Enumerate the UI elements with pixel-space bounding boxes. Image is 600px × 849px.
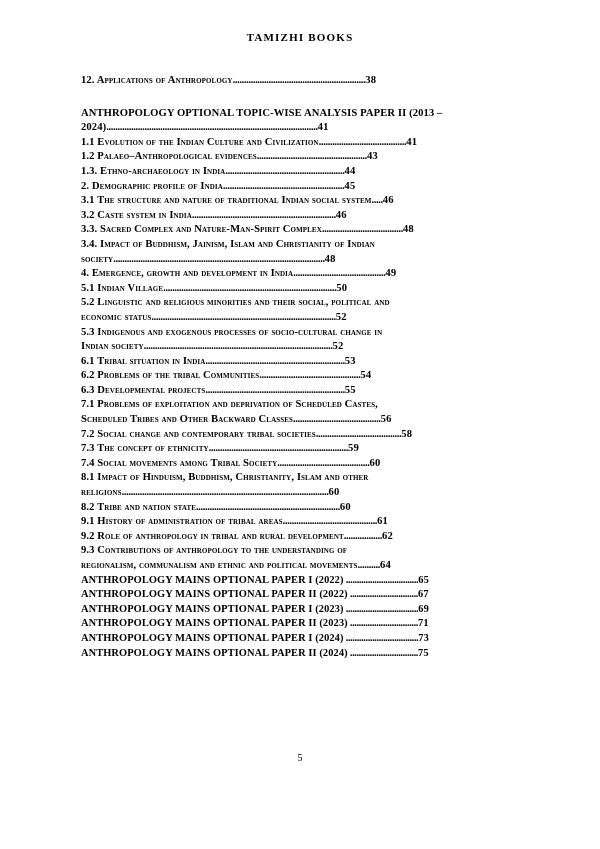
toc-leader-dots: ............................................................................. bbox=[163, 282, 337, 294]
toc-entry[interactable] bbox=[81, 267, 521, 282]
toc-leader-dots: ......................................... bbox=[277, 457, 370, 469]
toc-page-number: 75 bbox=[418, 647, 429, 659]
toc-entry[interactable] bbox=[81, 369, 521, 384]
toc-entry[interactable] bbox=[81, 574, 521, 589]
toc-leader-dots: ....................................... bbox=[292, 414, 381, 426]
toc-entry-label: religions bbox=[81, 487, 122, 499]
toc-entry-label: 8.1 Impact of Hinduism, Buddhism, Christianity, Islam and other bbox=[81, 472, 369, 484]
page-header bbox=[0, 0, 600, 44]
toc-entry[interactable] bbox=[81, 398, 521, 413]
toc-entry[interactable] bbox=[81, 647, 521, 662]
toc-leader-dots: ....................................... bbox=[318, 136, 407, 148]
toc-page-number: 44 bbox=[344, 165, 356, 177]
toc-entry[interactable] bbox=[81, 486, 521, 501]
toc-entry[interactable] bbox=[81, 340, 521, 355]
toc-leader-dots: ................................................. bbox=[256, 151, 367, 163]
toc-page-number: 48 bbox=[324, 253, 336, 265]
toc-page-number: 73 bbox=[418, 632, 430, 644]
toc-leader-dots: .............................................................. bbox=[205, 355, 345, 367]
toc-page-number: 45 bbox=[344, 180, 356, 192]
toc-entry-label: 5.1 Indian Village bbox=[81, 282, 164, 294]
toc-entry[interactable] bbox=[81, 471, 521, 486]
toc-page-number: 60 bbox=[369, 457, 381, 469]
toc-leader-dots: ............................................................................................ bbox=[121, 487, 329, 499]
toc-leader-dots: ..... bbox=[371, 195, 383, 207]
toc-entry[interactable] bbox=[81, 180, 521, 195]
toc-entry[interactable] bbox=[81, 515, 521, 530]
toc-page-number: 60 bbox=[328, 487, 340, 499]
toc-page-number: 60 bbox=[339, 501, 351, 513]
toc-page-number: 52 bbox=[335, 311, 347, 323]
toc-entry-label: 1.2 Palaeo–Anthropological evidences bbox=[81, 151, 257, 163]
toc-page-number: 54 bbox=[360, 370, 372, 382]
toc-section-title-line2[interactable] bbox=[81, 121, 521, 136]
section-spacer bbox=[81, 89, 521, 107]
toc-leader-dots: .............................................................. bbox=[205, 384, 345, 396]
toc-leader-dots: ................................. bbox=[343, 632, 419, 644]
toc-entry-label: 7.2 Social change and contemporary tribal societies bbox=[81, 428, 316, 440]
toc-page-number: 41 bbox=[317, 122, 329, 134]
toc-entry-label: 7.3 The concept of ethnicity bbox=[81, 443, 209, 455]
toc-entry[interactable] bbox=[81, 413, 521, 428]
page-footer bbox=[0, 753, 600, 764]
toc-entry[interactable] bbox=[81, 326, 521, 341]
toc-leader-dots: ..................................................... bbox=[225, 165, 345, 177]
toc-leader-dots: ........................................................... bbox=[232, 75, 366, 86]
toc-page-number: 58 bbox=[401, 428, 413, 440]
toc-entry-label: 8.2 Tribe and nation state bbox=[81, 501, 196, 513]
toc-page-number: 67 bbox=[418, 589, 429, 601]
toc-page-number: 56 bbox=[380, 414, 392, 426]
toc-entry-label: ANTHROPOLOGY MAINS OPTIONAL PAPER I (2022) bbox=[81, 574, 344, 586]
toc-entry-label: 1.3. Ethno-archaeology in India bbox=[81, 165, 226, 177]
toc-entry-label: economic status bbox=[81, 311, 152, 323]
toc-entry[interactable] bbox=[81, 296, 521, 311]
toc-page-number: 71 bbox=[418, 618, 429, 630]
toc-entry-label: 1.1 Evolution of the Indian Culture and Civilization bbox=[81, 136, 319, 148]
toc-page-number: 61 bbox=[377, 516, 389, 528]
toc-entry[interactable] bbox=[81, 603, 521, 618]
toc-page-number: 53 bbox=[344, 355, 356, 367]
toc-entry[interactable] bbox=[81, 384, 521, 399]
toc-entry[interactable] bbox=[81, 501, 521, 516]
toc-entry-label: 2. Demographic profile of India bbox=[81, 180, 223, 192]
toc-leader-dots: .......................................... bbox=[282, 516, 378, 528]
toc-entry-label: 5.3 Indigenous and exogenous processes of socio-cultural change in bbox=[81, 326, 383, 338]
toc-leader-dots: ................................. bbox=[343, 574, 419, 586]
toc-section-title-text: ANTHROPOLOGY OPTIONAL TOPIC-WISE ANALYSIS PAPER II (2013 – bbox=[81, 107, 443, 119]
toc-leader-dots: ............................................. bbox=[259, 370, 361, 382]
toc-leader-dots: .......... bbox=[357, 560, 380, 571]
toc-page-number: 52 bbox=[332, 341, 344, 353]
toc-entry-label: 12. Applications of Anthropology bbox=[81, 75, 233, 86]
toc-entry[interactable] bbox=[81, 282, 521, 297]
toc-entry-label: ANTHROPOLOGY MAINS OPTIONAL PAPER II (2022) bbox=[81, 589, 348, 601]
toc-entry-label: 9.3 Contributions of anthropology to the understanding of bbox=[81, 545, 348, 557]
toc-entry[interactable] bbox=[81, 355, 521, 370]
toc-page-number: 48 bbox=[402, 224, 414, 236]
toc-leader-dots: ............................... bbox=[347, 589, 418, 601]
toc-entry[interactable] bbox=[81, 632, 521, 647]
toc-page-number: 59 bbox=[348, 443, 360, 455]
toc-page-number: 43 bbox=[366, 151, 378, 163]
toc-page-number: 46 bbox=[382, 195, 394, 207]
toc-entry-applications[interactable] bbox=[81, 74, 521, 89]
toc-entry-label: Indian society bbox=[81, 341, 144, 353]
toc-entry-label: ANTHROPOLOGY MAINS OPTIONAL PAPER I (2023) bbox=[81, 603, 344, 615]
toc-entry[interactable] bbox=[81, 150, 521, 165]
toc-entry-label: ANTHROPOLOGY MAINS OPTIONAL PAPER II (2023) bbox=[81, 618, 348, 630]
toc-entry[interactable] bbox=[81, 194, 521, 209]
toc-entry-label: regionalism, communalism and ethnic and political movements bbox=[81, 560, 358, 571]
toc-entry-label: 6.2 Problems of the tribal Communities bbox=[81, 370, 260, 382]
toc-section-title-text-cont: 2024) bbox=[81, 122, 107, 134]
toc-page-number: 38 bbox=[365, 75, 377, 86]
toc-leader-dots: ................................................................ bbox=[191, 209, 336, 221]
toc-page-number: 41 bbox=[406, 136, 418, 148]
toc-leader-dots: ............................... bbox=[347, 618, 418, 630]
toc-entry-label: ANTHROPOLOGY MAINS OPTIONAL PAPER I (2024) bbox=[81, 632, 344, 644]
toc-entry-label: 9.2 Role of anthropology in tribal and rural development bbox=[81, 530, 344, 542]
toc-entry-label: Scheduled Tribes and Other Backward Classes bbox=[81, 414, 293, 426]
toc-entry[interactable] bbox=[81, 559, 521, 574]
toc-entry[interactable] bbox=[81, 238, 521, 253]
toc-entry-label: 9.1 History of administration of tribal areas bbox=[81, 516, 283, 528]
toc-page-number: 49 bbox=[385, 268, 397, 280]
toc-page-number: 55 bbox=[344, 384, 356, 396]
toc-leader-dots: ...................................................... bbox=[222, 180, 345, 192]
toc-page-number: 64 bbox=[379, 560, 391, 571]
toc-page-number: 62 bbox=[382, 530, 393, 542]
toc-entry[interactable] bbox=[81, 530, 521, 545]
toc-section-title-line1[interactable] bbox=[81, 107, 521, 122]
toc-entry-label: society bbox=[81, 253, 114, 265]
toc-leader-dots: ................................. bbox=[343, 603, 419, 615]
toc-page-number: 46 bbox=[335, 209, 347, 221]
toc-leader-dots: .................................................................................... bbox=[143, 341, 333, 353]
toc-entry[interactable] bbox=[81, 617, 521, 632]
toc-leader-dots: .............................................................. bbox=[208, 443, 349, 455]
toc-entry-label: 7.1 Problems of exploitation and deprivation of Scheduled Castes, bbox=[81, 399, 378, 411]
toc-entry-label: 7.4 Social movements among Tribal Society bbox=[81, 457, 278, 469]
toc-entry[interactable] bbox=[81, 442, 521, 457]
toc-entry[interactable] bbox=[81, 311, 521, 326]
toc-leader-dots: ......................................... bbox=[293, 268, 386, 280]
toc-entry[interactable] bbox=[81, 253, 521, 268]
toc-leader-dots: ...................................... bbox=[315, 428, 402, 440]
toc-leader-dots: .............................................................................................. bbox=[113, 253, 325, 265]
toc-leader-dots: ................................................................ bbox=[196, 501, 340, 513]
toc-entry[interactable] bbox=[81, 544, 521, 559]
toc-leader-dots: .............................................................................................. bbox=[106, 122, 318, 134]
toc-entry-list bbox=[81, 136, 521, 661]
toc-entry-label: 6.1 Tribal situation in India bbox=[81, 355, 206, 367]
toc-leader-dots: .................................... bbox=[321, 224, 403, 236]
toc-entry[interactable] bbox=[81, 457, 521, 472]
toc-entry[interactable] bbox=[81, 136, 521, 151]
page-number: 5 bbox=[297, 753, 303, 764]
book-title: TAMIZHI BOOKS bbox=[246, 32, 354, 44]
toc-entry[interactable] bbox=[81, 209, 521, 224]
toc-entry-label: 4. Emergence, growth and development in India bbox=[81, 268, 294, 280]
toc-page-number: 50 bbox=[336, 282, 348, 294]
toc-entry[interactable] bbox=[81, 588, 521, 603]
toc-leader-dots: .................................................................................. bbox=[151, 311, 336, 323]
toc-entry-label: 3.2 Caste system in India bbox=[81, 209, 192, 221]
toc-entry-label: 6.3 Developmental projects bbox=[81, 384, 206, 396]
toc-entry[interactable] bbox=[81, 165, 521, 180]
toc-entry[interactable] bbox=[81, 223, 521, 238]
toc-page-number: 65 bbox=[418, 574, 430, 586]
toc-leader-dots: ............................... bbox=[347, 647, 418, 659]
toc-entry-label: ANTHROPOLOGY MAINS OPTIONAL PAPER II (2024) bbox=[81, 647, 348, 659]
toc-entry-label: 3.3. Sacred Complex and Nature-Man-Spirit Complex bbox=[81, 224, 322, 236]
toc-leader-dots: ................. bbox=[343, 530, 382, 542]
toc-entry-label: 3.1 The structure and nature of traditional Indian social system bbox=[81, 195, 372, 207]
toc-entry-label: 5.2 Linguistic and religious minorities and their social, political and bbox=[81, 297, 390, 309]
toc-entry[interactable] bbox=[81, 428, 521, 443]
toc-page-number: 69 bbox=[418, 603, 430, 615]
table-of-contents bbox=[0, 44, 600, 661]
toc-entry-label: 3.4. Impact of Buddhism, Jainism, Islam and Christianity of Indian bbox=[81, 238, 375, 250]
